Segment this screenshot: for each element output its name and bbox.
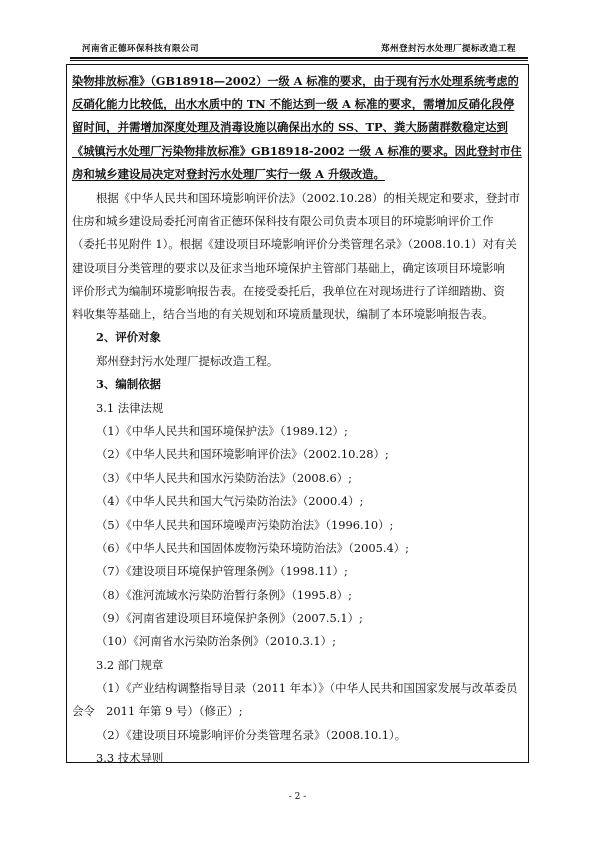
law-item: （6）《中华人民共和国固体废物污染环境防治法》（2005.4）; — [96, 541, 409, 555]
header-rule-thin — [70, 60, 528, 61]
regulation-item-1a: （1）《产业结构调整指导目录（2011 年本）》（中华人民共和国国家发展与改革委员 — [96, 681, 518, 695]
law-item: （8）《淮河流域水污染防治暂行条例》（1995.8）; — [96, 588, 352, 602]
subsection-3-3: 3.3 技术导则 — [96, 751, 164, 765]
regulation-item-1b: 会令 2011 年第 9 号）（修正）; — [72, 704, 243, 718]
law-item: （5）《中华人民共和国环境噪声污染防治法》（1996.10）; — [96, 518, 394, 532]
para1-line-6: 料收集等基础上，结合当地的有关规划和环境质量现状，编制了本环境影响报告表。 — [72, 307, 494, 321]
section-2-heading: 2、评价对象 — [96, 330, 161, 344]
law-item: （1）《中华人民共和国环境保护法》（1989.12）; — [96, 424, 348, 438]
law-item: （10）《河南省水污染防治条例》（2010.3.1）; — [96, 634, 336, 648]
para1-line-4: 建设项目分类管理的要求以及征求当地环境保护主管部门基础上，确定该项目环境影响 — [72, 261, 505, 275]
header-rule-thick — [70, 57, 528, 59]
bold-line-5: 房和城乡建设局决定对登封污水处理厂实行一级 A 升级改造。 — [72, 167, 385, 181]
bold-line-4: 《城镇污水处理厂污染物排放标准》GB18918-2002 一级 A 标准的要求。因此登封市住 — [72, 144, 522, 158]
section-3-heading: 3、编制依据 — [96, 377, 161, 391]
law-item: （3）《中华人民共和国水污染防治法》（2008.6）; — [96, 471, 352, 485]
evaluation-object: 郑州登封污水处理厂提标改造工程。 — [96, 354, 279, 368]
para1-line-5: 评价形式为编制环境影响报告表。在接受委托后，我单位在对现场进行了详细踏勘、资 — [72, 284, 505, 298]
bold-line-3: 留时间，并需增加深度处理及消毒设施以确保出水的 SS、TP、粪大肠菌群数稳定达到 — [72, 120, 508, 134]
project-title: 郑州登封污水处理厂提标改造工程 — [380, 44, 516, 54]
para1-line-1: 根据《中华人民共和国环境影响评价法》（2002.10.28）的相关规定和要求，登封市 — [96, 191, 521, 205]
page-header — [74, 38, 524, 58]
law-item: （4）《中华人民共和国大气污染防治法》（2000.4）; — [96, 494, 364, 508]
para1-line-3: （委托书见附件 1）。根据《建设项目环境影响评价分类管理名录》（2008.10.1）对有关 — [72, 237, 517, 251]
company-name: 河南省正德环保科技有限公司 — [82, 44, 200, 54]
bold-line-1: 染物排放标准》（GB18918—2002）一级 A 标准的要求，由于现有污水处理系统考虑的 — [72, 74, 519, 88]
subsection-3-1: 3.1 法律法规 — [96, 401, 164, 415]
para1-line-2: 住房和城乡建设局委托河南省正德环保科技有限公司负责本项目的环境影响评价工作 — [72, 214, 494, 228]
page-number: - 2 - — [288, 792, 307, 802]
law-item: （2）《中华人民共和国环境影响评价法》（2002.10.28）; — [96, 447, 389, 461]
regulation-item-2: （2）《建设项目环境影响评价分类管理名录》（2008.10.1）。 — [96, 728, 407, 742]
law-item: （7）《建设项目环境保护管理条例》（1998.11）; — [96, 564, 348, 578]
subsection-3-2: 3.2 部门规章 — [96, 658, 164, 672]
law-item: （9）《河南省建设项目环境保护条例》（2007.5.1）; — [96, 611, 363, 625]
bold-line-2: 反硝化能力比较低，出水水质中的 TN 不能达到一级 A 标准的要求，需增加反硝化段停 — [72, 97, 515, 111]
